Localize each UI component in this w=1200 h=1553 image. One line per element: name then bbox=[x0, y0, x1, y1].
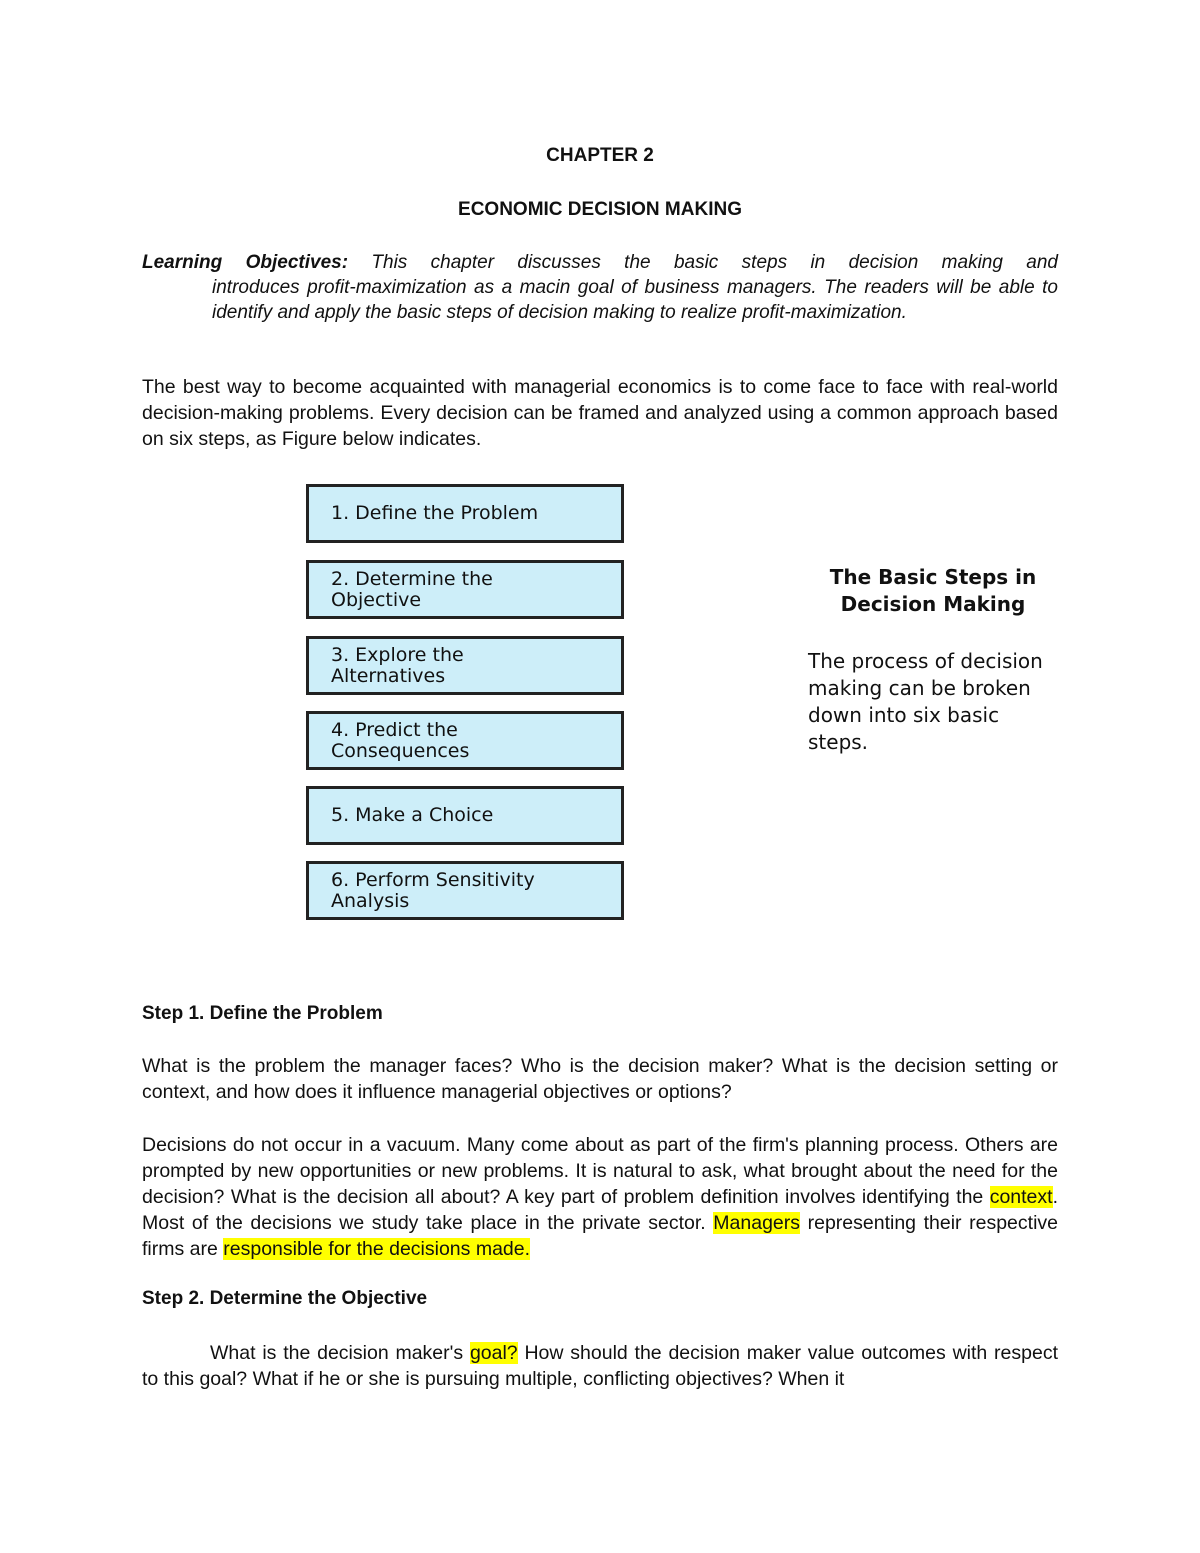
chapter-title: ECONOMIC DECISION MAKING bbox=[458, 199, 742, 220]
objectives-first-line: This chapter discusses the basic steps in decision making and bbox=[348, 252, 1058, 273]
objectives-label: Learning Objectives: bbox=[142, 252, 349, 273]
learning-objectives bbox=[142, 250, 1058, 325]
intro-paragraph: The best way to become acquainted with managerial economics is to come face to face with real-world decision-making problems. Every decision can be framed and analyzed using a common approach based on six steps, as Figure below indicates. bbox=[142, 376, 1058, 450]
step2-paragraph: What is the decision maker's goal? How should the decision maker value outcomes with respect to this goal? What if he or she is pursuing multiple, conflicting objectives? When it bbox=[142, 1342, 1058, 1390]
step-box-3: 3. Explore the Alternatives bbox=[306, 636, 624, 695]
figure-caption-text: The process of decision making can be broken down into six basic steps. bbox=[808, 649, 1043, 754]
objectives-text: introduces profit-maximization as a macin goal of business managers. The readers will be able to identify and apply the basic steps of decision making to realize profit-maximization. bbox=[212, 277, 1058, 323]
chapter-number: CHAPTER 2 bbox=[546, 145, 654, 166]
step1-paragraph-1: What is the problem the manager faces? Who is the decision maker? What is the decision setting or context, and how does it influence managerial objectives or options? bbox=[142, 1055, 1058, 1103]
step-box-5: 5. Make a Choice bbox=[306, 786, 624, 845]
highlight-responsible: responsible for the decisions made. bbox=[223, 1238, 531, 1260]
step1-paragraph-2: Decisions do not occur in a vacuum. Many come about as part of the firm's planning process. Others are prompted by new opportunities or new problems. It is natural to ask, what brought about the need for the decision? What is the decision all about? A key part of problem definition involves identifying the context. Most of the decisions we study take place in the private sector. Managers representing their respective firms are responsible for the decisions made. bbox=[142, 1134, 1058, 1260]
step2-heading: Step 2. Determine the Objective bbox=[142, 1288, 428, 1309]
step1-heading: Step 1. Define the Problem bbox=[142, 1003, 383, 1024]
highlight-goal: goal? bbox=[469, 1342, 518, 1364]
step-box-4: 4. Predict the Consequences bbox=[306, 711, 624, 770]
highlight-managers: Managers bbox=[713, 1212, 801, 1234]
figure-caption-title: The Basic Steps in Decision Making bbox=[829, 565, 1037, 616]
highlight-context: context bbox=[989, 1186, 1053, 1208]
step-box-1: 1. Define the Problem bbox=[306, 484, 624, 543]
step-box-2: 2. Determine the Objective bbox=[306, 560, 624, 619]
step-box-6: 6. Perform Sensitivity Analysis bbox=[306, 861, 624, 920]
